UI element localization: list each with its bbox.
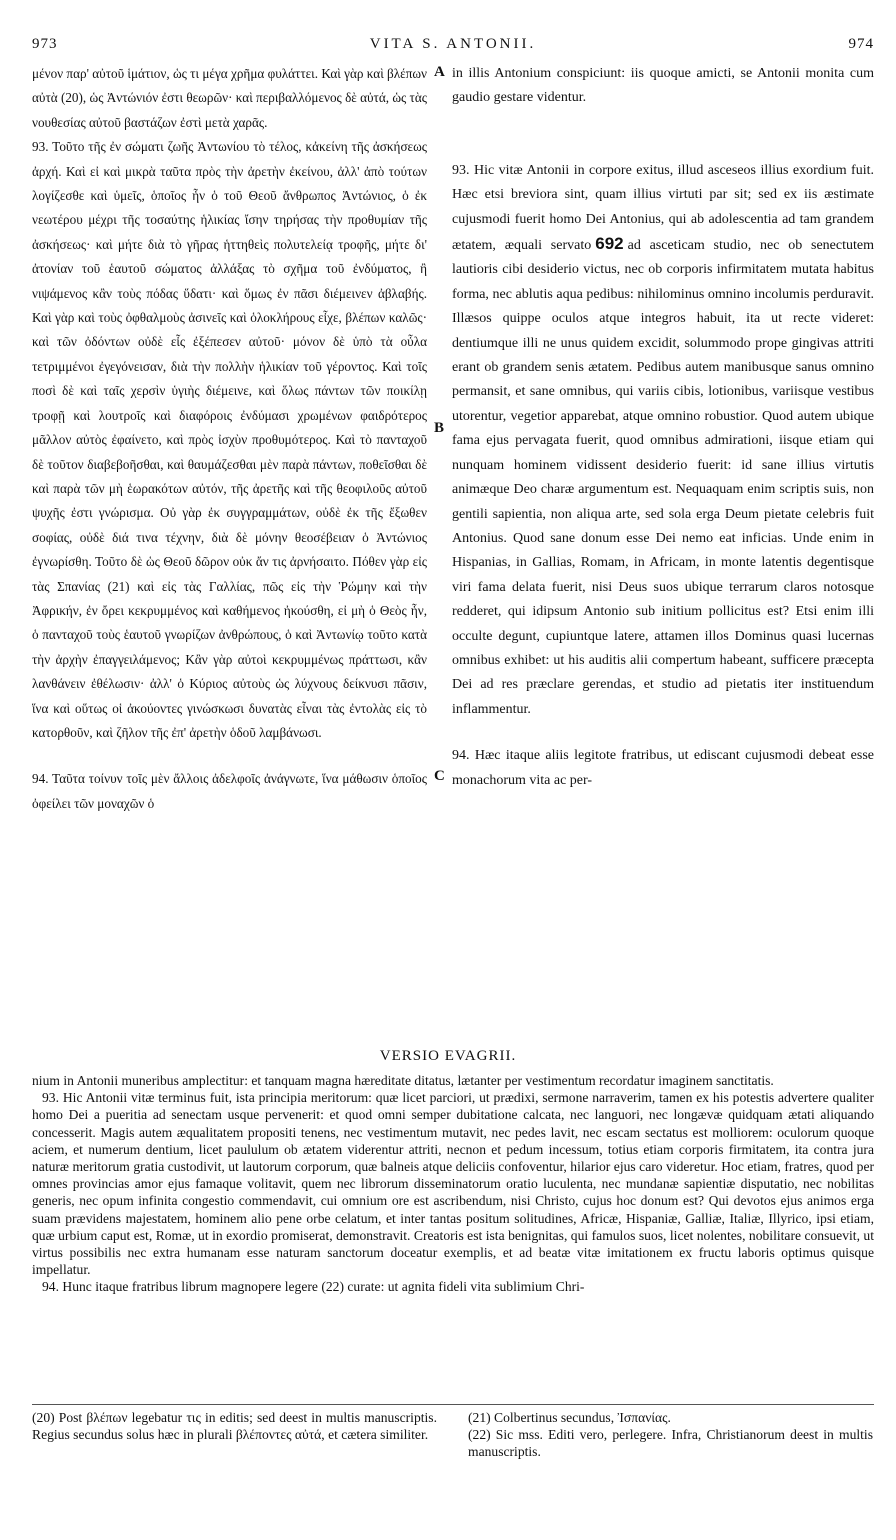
greek-paragraph: 93. Τοῦτο τῆς ἐν σώματι ζωῆς Ἀντωνίου τὸ τέλος, κἀκείνη τῆς ἀσκήσεως ἀρχή. Καὶ εἰ καὶ μικρὰ ταῦτα πρὸς τὴν ἀρετὴν ἐκείνου, ἀλλ' ἀπὸ τούτων λογίζεσθε καὶ ὑμεῖς, ὁποῖος ἦν ὁ τοῦ Θεοῦ ἄνθρωπος Ἀντώνιος, ὁ ἐκ νεωτέρου μέχρι τῆς τοσαύτης ἡλικίας ἴσην τηρήσας τὴν προθυμίαν τῆς ἀσκήσεως· καὶ μήτε διὰ τὸ γῆρας ἡττηθεὶς πολυτελείᾳ τροφῆς, μήτε δι' ἀτονίαν τοῦ ἑαυτοῦ σώματος ἀλλάξας τὸ σχῆμα τοῦ ἐνδύματος, ἢ νιψάμενος κἂν τοὺς πόδας ὕδατι· καὶ ὅμως ἐν πᾶσι διέμεινεν ἀβλαβής. Καὶ γὰρ καὶ τοὺς ὀφθαλμοὺς ἀσινεῖς καὶ ὁλοκλήρους εἶχε, βλέπων καλῶς· καὶ τῶν ὀδόντων οὐδὲ εἷς ἐξέπεσεν αὐτοῦ· μόνον δὲ ὑπὸ τὰ οὖλα τετριμμένοι ἐγεγόνεισαν, διὰ τὴν πολλὴν ἡλικίαν τοῦ γέροντος. Καὶ τοῖς ποσὶ δὲ καὶ ταῖς χερσὶν ὑγιὴς διέμεινε, καὶ ὅλως πάντων τῶν ποικίλῃ τροφῇ καὶ λουτροῖς καὶ διαφόροις ἐνδύμασι χρωμένων φαιδρότερος μᾶλλον αὐτὸς ἐφαίνετο, καὶ πρὸς ἰσχὺν προθυμότερος. Καὶ τὸ πανταχοῦ δὲ τοῦτον διαβεβοῆσθαι, καὶ θαυμάζεσθαι μὲν παρὰ πάντων, ποθεῖσθαι δὲ καὶ παρὰ τῶν μὴ ἑωρακότων αὐτόν, τῆς ἀρετῆς καὶ τῆς θεοφιλοῦς αὐτοῦ ψυχῆς ἐστι γνώρισμα. Οὐ γὰρ ἐκ συγγραμμάτων, οὐδὲ ἐκ τῆς ἔξωθεν σοφίας, οὐδὲ διά τινα τέχνην, διὰ δὲ μόνην θεοσέβειαν ὁ Ἀντώνιος ἐγνωρίσθη. Τοῦτο δὲ ὡς Θεοῦ δῶρον οὐκ ἄν τις ἀρνήσαιτο. Πόθεν γὰρ εἰς τὰς Σπανίας (21) καὶ εἰς τὰς Γαλλίας, πῶς εἰς τὴν Ῥώμην καὶ τὴν Ἀφρικήν, ἐν ὄρει κεκρυμμένος καὶ καθήμενος ἠκούσθη, εἰ μὴ ὁ Θεὸς ἦν, ὁ πανταχοῦ τοὺς ἑαυτοῦ γνωρίζων ἀνθρώπους, ὁ καὶ Ἀντωνίῳ τοῦτο κατὰ τὴν ἀρχὴν ἐπαγγειλάμενος; Κἂν γὰρ αὐτοὶ κεκρυμμένως πράττωσι, κἂν λανθάνειν ἐθέλωσιν· ἀλλ' ὁ Κύριος αὐτοὺς ὡς λύχνους δείκνυσι πᾶσιν, ἵνα καὶ οὕτως οἱ ἀκούοντες γινώσκωσι δυνατὰς εἶναι τὰς ἐντολὰς εἰς τὸ κατορθοῦν, καὶ ζῆλον τῆς ἐπ' ἀρετὴν ὁδοῦ λαμβάνωσι. [32, 139, 427, 740]
column-number-inline: 692 [595, 234, 624, 254]
running-title: VITA S. ANTONII. [369, 36, 537, 52]
greek-paragraph: 94. Ταῦτα τοίνυν τοῖς μὲν ἄλλοις ἀδελφοῖς ἀνάγνωτε, ἵνα μάθωσιν ὁποῖος ὀφείλει τῶν μοναχῶν ὁ [32, 771, 427, 811]
evagrius-paragraph: 94. Hunc itaque fratribus librum magnopere legere (22) curate: ut agnita fideli vita sublimium Chri- [42, 1279, 585, 1295]
page-header [32, 36, 874, 58]
evagrius-title: VERSIO EVAGRII. [379, 1048, 517, 1064]
column-number-left: 973 [32, 36, 58, 52]
footnotes-right [468, 1410, 873, 1460]
footnote-22: (22) Sic mss. Editi vero, perlegere. Infra, Christianorum deest in multis manuscriptis. [468, 1426, 873, 1459]
footnote-21: (21) Colbertinus secundus, Ἰσπανίας. [468, 1410, 671, 1425]
latin-text: 93. Hic vitæ Antonii in corpore exitus, illud asceseos illius exordium fuit. Hæc etsi breviora sint, quam illius virtuti par sit; sed ex iis æstimate cujusmodi fuerit homo Dei Antonius, qui ab adolescentia ad tam grandem ætatem, æquali servato [452, 162, 874, 254]
latin-paragraph: 94. Hæc itaque aliis legitote fratribus, ut ediscant cujusmodi debeat esse monachorum vita ac per- [452, 748, 874, 788]
latin-text: ad asceticam studio, nec ob senectutem lautioris cibi desiderio victus, nec ob corporis infirmitatem mutata habitus forma, nec ablutis aqua pedibus: nihilominus omnino incolumis perduravit. Illæsos quippe oculos atque integros habuit, ita ut recte videret: dentiumque illi ne unus quidem excidit, solummodo prope gingivas attriti erant ob grandem senis ætatem. Pedibus autem manibusque sanus omnino permansit, et sane omnibus, qui variis cibis, lotionibus, variisque vestibus utorentur, vegetior apparebat, atque omnino robustior. Quod autem ubique fama ejus pervagata fuerit, quod omnibus admirationi, iisque etiam qui nunquam hominem vidissent desiderio fuerit: id sane illius virtutis animæque Deo charæ argumentum est. Nequaquam enim scriptis suis, non gentili sapientia, non aliqua arte, sed sola erga Deum pietate celebris fuit Antonius. Quod sane donum esse Dei nemo eat inficias. Unde enim in Hispanias, in Gallias, Romam, in Africam, in monte latentis degentisque viri fama delata fuerit, nisi Deus suos ubique terrarum claros notosque redderet, qui idipsum Antonio sub initium pollicitus est? Etsi enim illi occulte degunt, cupiuntque latere, attamen illos Dominus quasi lucernas omnibus exhibet: ut his auditis alii compertum habeant, sufficere præcepta Dei ad res præclare gerendas, et studio ad pietatis iter instituendum inflammentur. [452, 238, 874, 717]
latin-paragraph: in illis Antonium conspiciunt: iis quoque amicti, se Antonii monita cum gaudio gestare videntur. [452, 66, 874, 106]
greek-column [32, 62, 427, 816]
latin-column [452, 62, 874, 793]
evagrius-text [32, 1072, 874, 1296]
footnote-20: (20) Post βλέπων legebatur τις in editis; sed deest in multis manuscriptis. Regius secundus solus hæc in plurali βλέποντες αὐτά, et cætera similiter. [32, 1410, 437, 1442]
column-number-right: 974 [848, 36, 874, 52]
footnote-divider [32, 1404, 874, 1405]
evagrius-paragraph: 93. Hic Antonii vitæ terminus fuit, ista principia meritorum: quæ licet parciori, ut prædixi, sermone narraverim, tamen ex his potestis advertere qualiter homo Dei a pueritia ad senectam usque pervenerit: et quod omni semper dubitatione calcata, nec languori, nec longævæ quidquam ætati aliquando concesserit. Magis autem æqualitatem propositi tenens, nec vestimentum mutavit, nec pedes lavit, nec escam sectatus est molliorem: oculorum quoque aciem, et numerum dentium, licet paululum ob ætatem viderentur attriti, necnon et pedum incessum, totius etiam corporis firmitatem, ita contra jura naturæ meritorum gratia custodivit, ut lautorum corporum, quæ balneis atque deliciis confoventur, hilarior ejus caro videretur. Hoc etiam, fratres, quod per omnes provincias amor ejus famaque volitavit, quem nec librorum disseminatorum oratio luculenta, nec mundanæ sapientiæ disputatio, nec nobilitas generis, nec opum infinita congestio commendavit, cui omnium ore est ascribendum, nisi Christo, cujus hoc donum est? Qui devotos ejus animos erga suam prævidens majestatem, hominem alio pene orbe celatum, et inter tantas positum solitudines, Africæ, Hispaniæ, Galliæ, Italiæ, Illyrico, ipsi etiam, quæ urbium caput est, Romæ, ut in exordio promiserat, demonstravit. Creatoris est ista benignitas, qui famulos suos, licet nolentes, nobilitare consuevit, ut virtus possibilis nec extra humanam esse naturam sanctorum doceatur exemplis, et ad beatæ vitæ imitationem ex fructu laboris optimus quisque impellatur. [32, 1090, 874, 1278]
latin-paragraph [452, 159, 874, 722]
footnotes-left [32, 1410, 437, 1444]
section-marker-b: B [434, 420, 445, 436]
greek-paragraph: μένον παρ' αὐτοῦ ἱμάτιον, ὡς τι μέγα χρῆμα φυλάττει. Καὶ γὰρ καὶ βλέπων αὐτὰ (20), ὡς Ἀντώνιόν ἐστι θεωρῶν· καὶ περιβαλλόμενος δὲ αὐτά, ὡς τὰς νουθεσίας αὐτοῦ βαστάζων ἐστὶ μετὰ χαρᾶς. [32, 66, 427, 130]
section-marker-c: C [434, 768, 445, 784]
evagrius-paragraph: nium in Antonii muneribus amplectitur: et tanquam magna hæreditate ditatus, lætanter per vestimentum recordatur imaginem sanctitatis. [32, 1073, 774, 1088]
section-marker-a: A [434, 64, 445, 80]
